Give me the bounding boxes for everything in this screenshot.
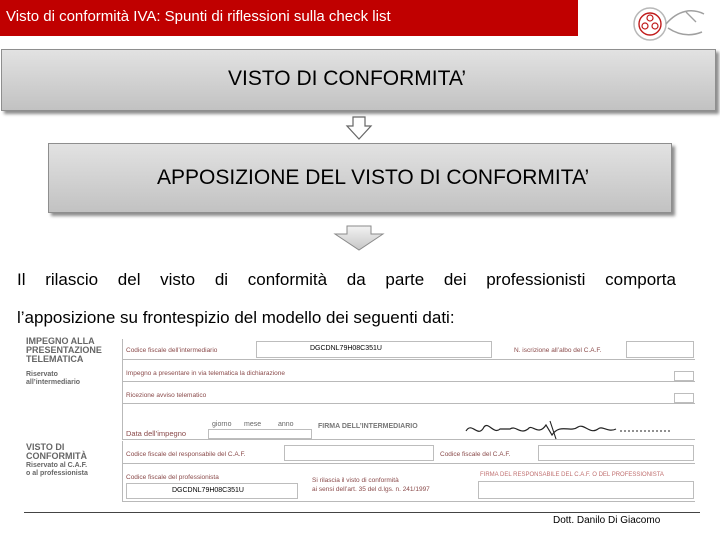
section1-title-line3: TELEMATICA (26, 354, 84, 364)
column-divider (122, 441, 123, 501)
word: da (346, 270, 366, 289)
word: del (117, 270, 141, 289)
section1-title-line2: PRESENTAZIONE (26, 345, 102, 355)
impegno-label: Impegno a presentare in via telematica la dichiarazione (126, 370, 285, 377)
firma-responsabile-label: FIRMA DEL RESPONSABILE DEL C.A.F. O DEL PROFESSIONISTA (480, 472, 664, 478)
step-label: APPOSIZIONE DEL VISTO DI CONFORMITA’ (157, 166, 590, 189)
word: visto (160, 270, 196, 289)
mese-label: mese (244, 421, 262, 428)
section2-subtitle-line2: o al professionista (26, 470, 88, 477)
cf-professionista-label: Codice fiscale del professionista (126, 474, 219, 481)
section1-subtitle-line2: all’intermediario (26, 379, 81, 386)
section1-title-line1: IMPEGNO ALLA (26, 336, 95, 346)
si-rilascia-line2: ai sensi dell’art. 35 del d.lgs. n. 241/1997 (312, 486, 430, 493)
word: comporta (605, 270, 676, 289)
tax-form-frontespizio (22, 333, 700, 507)
n-iscrizione-label: N. iscrizione all’albo del C.A.F. (514, 347, 602, 354)
section1-subtitle-line1: Riservato (26, 371, 58, 378)
slide-title: Visto di conformità IVA: Spunti di riflessioni sulla check list (6, 8, 391, 25)
row-divider (122, 501, 695, 502)
row-divider (122, 463, 695, 464)
firma-responsabile-field (478, 481, 694, 499)
column-divider (122, 339, 123, 439)
down-arrow-icon (333, 225, 385, 251)
firma-intermediario-label: FIRMA DELL’INTERMEDIARIO (318, 423, 418, 430)
cf-intermediario-label: Codice fiscale dell’intermediario (126, 347, 218, 354)
n-iscrizione-field (626, 341, 694, 358)
cf-caf-label: Codice fiscale del C.A.F. (440, 451, 511, 458)
cf-professionista-value: DGCDNL79H08C351U (172, 487, 244, 494)
ricezione-label: Ricezione avviso telematico (126, 392, 207, 399)
cf-responsabile-field (284, 445, 434, 461)
ricezione-checkbox (674, 393, 694, 403)
word: dei (443, 270, 467, 289)
row-divider (122, 403, 695, 404)
body-paragraph-line2: l’apposizione su frontespizio del modello dei seguenti dati: (17, 308, 455, 327)
cf-intermediario-value: DGCDNL79H08C351U (310, 345, 382, 352)
title-bar (0, 0, 578, 36)
word: parte (385, 270, 425, 289)
footer-divider (24, 512, 700, 513)
word: rilascio (45, 270, 99, 289)
step-box-apposizione (48, 143, 672, 213)
step-box-visto (1, 49, 716, 111)
signature-icon (460, 417, 680, 441)
footer-author: Dott. Danilo Di Giacomo (553, 515, 661, 526)
step-label: VISTO DI CONFORMITA’ (228, 67, 467, 90)
row-divider (122, 359, 695, 360)
section2-title-line1: VISTO DI (26, 442, 65, 452)
row-divider (122, 381, 695, 382)
word: Il (17, 270, 26, 289)
word: conformità (247, 270, 328, 289)
cf-caf-field (538, 445, 694, 461)
university-seal-icon (616, 2, 712, 50)
si-rilascia-line1: Si rilascia il visto di conformità (312, 477, 399, 484)
section2-title-line2: CONFORMITÀ (26, 451, 87, 461)
cf-responsabile-label: Codice fiscale del responsabile del C.A.F. (126, 451, 246, 458)
data-impegno-label: Data dell’impegno (126, 429, 187, 438)
impegno-checkbox (674, 371, 694, 381)
word: di (214, 270, 229, 289)
body-paragraph-line1 (17, 270, 676, 290)
anno-label: anno (278, 421, 294, 428)
giorno-label: giorno (212, 421, 232, 428)
section2-subtitle-line1: Riservato al C.A.F. (26, 462, 88, 469)
word: professionisti (486, 270, 586, 289)
down-arrow-icon (345, 116, 373, 140)
data-impegno-field (208, 429, 312, 439)
